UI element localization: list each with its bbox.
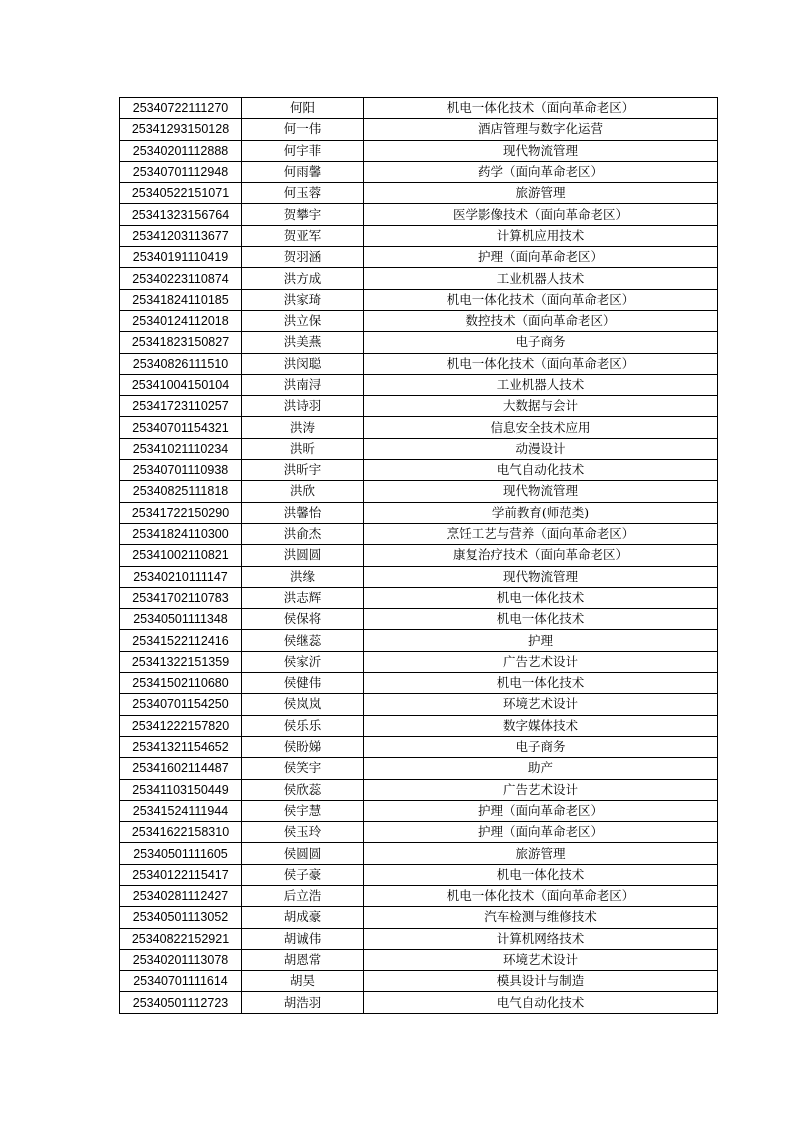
major-cell: 电子商务 bbox=[364, 332, 718, 353]
major-cell: 机电一体化技术 bbox=[364, 587, 718, 608]
candidate-id-cell: 25341622158310 bbox=[120, 822, 242, 843]
major-cell: 广告艺术设计 bbox=[364, 779, 718, 800]
table-row bbox=[120, 864, 718, 885]
table-row bbox=[120, 694, 718, 715]
student-name-cell: 洪昕宇 bbox=[242, 460, 364, 481]
candidate-id-cell: 25340822152921 bbox=[120, 928, 242, 949]
candidate-id-cell: 25340501113052 bbox=[120, 907, 242, 928]
student-name-cell: 洪立保 bbox=[242, 310, 364, 331]
candidate-id-cell: 25340124112018 bbox=[120, 310, 242, 331]
table-row bbox=[120, 651, 718, 672]
table-row bbox=[120, 502, 718, 523]
candidate-id-cell: 25340701112948 bbox=[120, 161, 242, 182]
major-cell: 大数据与会计 bbox=[364, 396, 718, 417]
table-row bbox=[120, 353, 718, 374]
student-name-cell: 侯玉玲 bbox=[242, 822, 364, 843]
student-name-cell: 胡昊 bbox=[242, 971, 364, 992]
major-cell: 护理（面向革命老区） bbox=[364, 822, 718, 843]
major-cell: 机电一体化技术（面向革命老区） bbox=[364, 289, 718, 310]
student-name-cell: 侯保将 bbox=[242, 609, 364, 630]
table-row bbox=[120, 545, 718, 566]
table-row bbox=[120, 98, 718, 119]
major-cell: 旅游管理 bbox=[364, 183, 718, 204]
major-cell: 计算机网络技术 bbox=[364, 928, 718, 949]
table-row bbox=[120, 161, 718, 182]
student-name-cell: 贺攀宇 bbox=[242, 204, 364, 225]
table-row bbox=[120, 971, 718, 992]
student-name-cell: 胡恩常 bbox=[242, 949, 364, 970]
student-name-cell: 胡诚伟 bbox=[242, 928, 364, 949]
major-cell: 酒店管理与数字化运营 bbox=[364, 119, 718, 140]
table-row bbox=[120, 673, 718, 694]
table-row bbox=[120, 268, 718, 289]
student-name-cell: 后立浩 bbox=[242, 885, 364, 906]
student-name-cell: 洪俞杰 bbox=[242, 523, 364, 544]
major-cell: 电气自动化技术 bbox=[364, 992, 718, 1013]
candidate-id-cell: 25341203113677 bbox=[120, 225, 242, 246]
table-row bbox=[120, 800, 718, 821]
table-row bbox=[120, 758, 718, 779]
candidate-id-cell: 25340701154250 bbox=[120, 694, 242, 715]
major-cell: 机电一体化技术 bbox=[364, 864, 718, 885]
candidate-id-cell: 25340501111348 bbox=[120, 609, 242, 630]
candidate-id-cell: 25340722111270 bbox=[120, 98, 242, 119]
candidate-id-cell: 25341293150128 bbox=[120, 119, 242, 140]
table-row bbox=[120, 992, 718, 1013]
student-name-cell: 胡浩羽 bbox=[242, 992, 364, 1013]
major-cell: 信息安全技术应用 bbox=[364, 417, 718, 438]
candidate-id-cell: 25340701111614 bbox=[120, 971, 242, 992]
candidate-id-cell: 25340522151071 bbox=[120, 183, 242, 204]
table-row bbox=[120, 822, 718, 843]
candidate-id-cell: 25340826111510 bbox=[120, 353, 242, 374]
major-cell: 模具设计与制造 bbox=[364, 971, 718, 992]
student-name-cell: 侯宇慧 bbox=[242, 800, 364, 821]
student-name-cell: 贺羽涵 bbox=[242, 247, 364, 268]
major-cell: 现代物流管理 bbox=[364, 481, 718, 502]
student-name-cell: 侯圆圆 bbox=[242, 843, 364, 864]
candidate-id-cell: 25340501112723 bbox=[120, 992, 242, 1013]
student-name-cell: 洪欣 bbox=[242, 481, 364, 502]
major-cell: 机电一体化技术 bbox=[364, 673, 718, 694]
table-row bbox=[120, 609, 718, 630]
table-row bbox=[120, 140, 718, 161]
major-cell: 助产 bbox=[364, 758, 718, 779]
table-row bbox=[120, 417, 718, 438]
major-cell: 烹饪工艺与营养（面向革命老区） bbox=[364, 523, 718, 544]
student-name-cell: 洪诗羽 bbox=[242, 396, 364, 417]
candidate-id-cell: 25341823150827 bbox=[120, 332, 242, 353]
table-row bbox=[120, 843, 718, 864]
student-name-cell: 何玉蓉 bbox=[242, 183, 364, 204]
student-name-cell: 洪圆圆 bbox=[242, 545, 364, 566]
student-name-cell: 侯欣蕊 bbox=[242, 779, 364, 800]
table-row bbox=[120, 332, 718, 353]
table-row bbox=[120, 119, 718, 140]
table-row bbox=[120, 460, 718, 481]
candidate-id-cell: 25341103150449 bbox=[120, 779, 242, 800]
major-cell: 电子商务 bbox=[364, 736, 718, 757]
table-row bbox=[120, 566, 718, 587]
candidate-id-cell: 25341602114487 bbox=[120, 758, 242, 779]
major-cell: 护理（面向革命老区） bbox=[364, 247, 718, 268]
table-row bbox=[120, 715, 718, 736]
major-cell: 环境艺术设计 bbox=[364, 949, 718, 970]
table-row bbox=[120, 736, 718, 757]
table-row bbox=[120, 587, 718, 608]
table-row bbox=[120, 374, 718, 395]
major-cell: 机电一体化技术（面向革命老区） bbox=[364, 98, 718, 119]
student-name-cell: 何雨馨 bbox=[242, 161, 364, 182]
student-name-cell: 洪馨怡 bbox=[242, 502, 364, 523]
candidate-id-cell: 25341322151359 bbox=[120, 651, 242, 672]
student-name-cell: 胡成豪 bbox=[242, 907, 364, 928]
table-row bbox=[120, 183, 718, 204]
student-name-cell: 洪昕 bbox=[242, 438, 364, 459]
candidate-id-cell: 25341002110821 bbox=[120, 545, 242, 566]
candidate-id-cell: 25340201113078 bbox=[120, 949, 242, 970]
candidate-id-cell: 25341522112416 bbox=[120, 630, 242, 651]
student-name-cell: 何一伟 bbox=[242, 119, 364, 140]
student-name-cell: 侯岚岚 bbox=[242, 694, 364, 715]
table-row bbox=[120, 310, 718, 331]
candidate-id-cell: 25340501111605 bbox=[120, 843, 242, 864]
table-row bbox=[120, 630, 718, 651]
major-cell: 广告艺术设计 bbox=[364, 651, 718, 672]
candidate-id-cell: 25340825111818 bbox=[120, 481, 242, 502]
student-name-cell: 洪家琦 bbox=[242, 289, 364, 310]
major-cell: 机电一体化技术 bbox=[364, 609, 718, 630]
candidate-id-cell: 25341723110257 bbox=[120, 396, 242, 417]
student-name-cell: 贺亚军 bbox=[242, 225, 364, 246]
major-cell: 机电一体化技术（面向革命老区） bbox=[364, 353, 718, 374]
candidate-id-cell: 25341021110234 bbox=[120, 438, 242, 459]
table-row bbox=[120, 204, 718, 225]
major-cell: 工业机器人技术 bbox=[364, 268, 718, 289]
major-cell: 护理 bbox=[364, 630, 718, 651]
major-cell: 药学（面向革命老区） bbox=[364, 161, 718, 182]
candidate-id-cell: 25341824110185 bbox=[120, 289, 242, 310]
student-name-cell: 洪涛 bbox=[242, 417, 364, 438]
major-cell: 现代物流管理 bbox=[364, 566, 718, 587]
student-name-cell: 洪志辉 bbox=[242, 587, 364, 608]
table-row bbox=[120, 907, 718, 928]
candidate-id-cell: 25341004150104 bbox=[120, 374, 242, 395]
student-name-cell: 侯继蕊 bbox=[242, 630, 364, 651]
table-row bbox=[120, 928, 718, 949]
major-cell: 汽车检测与维修技术 bbox=[364, 907, 718, 928]
major-cell: 机电一体化技术（面向革命老区） bbox=[364, 885, 718, 906]
table-row bbox=[120, 779, 718, 800]
candidate-id-cell: 25340701110938 bbox=[120, 460, 242, 481]
major-cell: 电气自动化技术 bbox=[364, 460, 718, 481]
student-name-cell: 侯家沂 bbox=[242, 651, 364, 672]
major-cell: 工业机器人技术 bbox=[364, 374, 718, 395]
major-cell: 现代物流管理 bbox=[364, 140, 718, 161]
student-name-cell: 何宇菲 bbox=[242, 140, 364, 161]
major-cell: 环境艺术设计 bbox=[364, 694, 718, 715]
student-name-cell: 何阳 bbox=[242, 98, 364, 119]
student-name-cell: 侯子豪 bbox=[242, 864, 364, 885]
student-name-cell: 侯健伟 bbox=[242, 673, 364, 694]
candidate-id-cell: 25340201112888 bbox=[120, 140, 242, 161]
student-name-cell: 洪方成 bbox=[242, 268, 364, 289]
table-row bbox=[120, 289, 718, 310]
candidate-id-cell: 25341722150290 bbox=[120, 502, 242, 523]
candidate-id-cell: 25341321154652 bbox=[120, 736, 242, 757]
table-row bbox=[120, 481, 718, 502]
student-name-cell: 侯乐乐 bbox=[242, 715, 364, 736]
student-name-cell: 侯笑宇 bbox=[242, 758, 364, 779]
candidate-id-cell: 25340191110419 bbox=[120, 247, 242, 268]
major-cell: 医学影像技术（面向革命老区） bbox=[364, 204, 718, 225]
candidate-id-cell: 25341524111944 bbox=[120, 800, 242, 821]
major-cell: 数字媒体技术 bbox=[364, 715, 718, 736]
roster-body bbox=[120, 98, 718, 1014]
major-cell: 动漫设计 bbox=[364, 438, 718, 459]
table-row bbox=[120, 438, 718, 459]
candidate-id-cell: 25340122115417 bbox=[120, 864, 242, 885]
candidate-id-cell: 25341702110783 bbox=[120, 587, 242, 608]
table-row bbox=[120, 225, 718, 246]
table-row bbox=[120, 949, 718, 970]
candidate-id-cell: 25340281112427 bbox=[120, 885, 242, 906]
student-name-cell: 洪闵聪 bbox=[242, 353, 364, 374]
major-cell: 数控技术（面向革命老区） bbox=[364, 310, 718, 331]
table-row bbox=[120, 523, 718, 544]
candidate-id-cell: 25340223110874 bbox=[120, 268, 242, 289]
admission-roster-table bbox=[119, 97, 718, 1014]
candidate-id-cell: 25340210111147 bbox=[120, 566, 242, 587]
candidate-id-cell: 25341502110680 bbox=[120, 673, 242, 694]
candidate-id-cell: 25341824110300 bbox=[120, 523, 242, 544]
major-cell: 计算机应用技术 bbox=[364, 225, 718, 246]
student-name-cell: 侯盼娣 bbox=[242, 736, 364, 757]
table-row bbox=[120, 247, 718, 268]
candidate-id-cell: 25341323156764 bbox=[120, 204, 242, 225]
student-name-cell: 洪缘 bbox=[242, 566, 364, 587]
student-name-cell: 洪南浔 bbox=[242, 374, 364, 395]
candidate-id-cell: 25340701154321 bbox=[120, 417, 242, 438]
major-cell: 旅游管理 bbox=[364, 843, 718, 864]
student-name-cell: 洪美燕 bbox=[242, 332, 364, 353]
major-cell: 康复治疗技术（面向革命老区） bbox=[364, 545, 718, 566]
candidate-id-cell: 25341222157820 bbox=[120, 715, 242, 736]
table-row bbox=[120, 885, 718, 906]
table-row bbox=[120, 396, 718, 417]
major-cell: 学前教育(师范类) bbox=[364, 502, 718, 523]
major-cell: 护理（面向革命老区） bbox=[364, 800, 718, 821]
